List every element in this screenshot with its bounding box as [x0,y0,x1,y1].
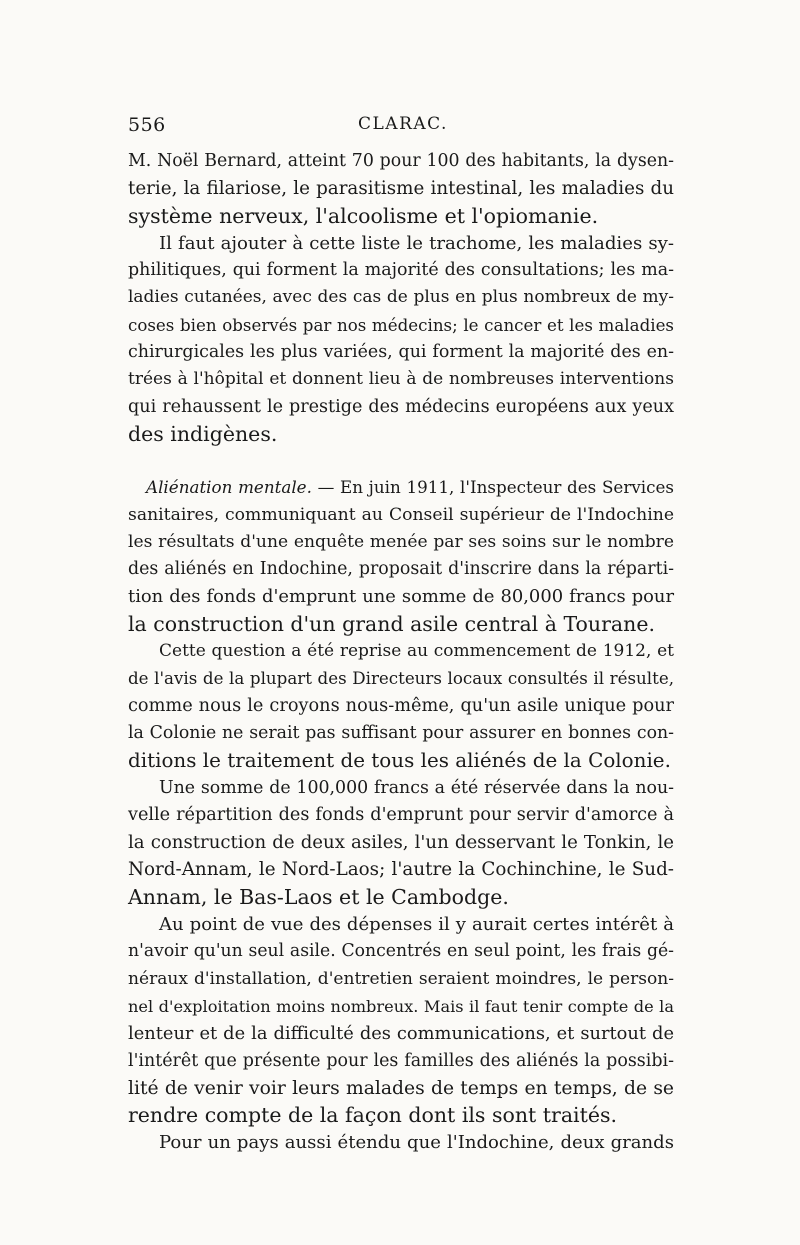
page-number: 556 [128,114,166,136]
text-line: comme nous le croyons nous-même, qu'un asile unique pour [128,695,674,716]
text-line: Pour un pays aussi étendu que l'Indochine, deux grands [159,1132,674,1154]
text-line: Il faut ajouter à cette liste le trachome, les maladies sy- [159,232,674,254]
text-line: sanitaires, communiquant au Conseil supérieur de l'Indochine [128,504,674,525]
running-title: CLARAC. [358,114,448,134]
paragraph [128,775,674,911]
text-line: des indigènes. [128,421,278,446]
text-line: ditions le traitement de tous les aliénés de la Colonie. [128,749,671,773]
text-line: Au point de vue des dépenses il y aurait certes intérêt à [159,914,674,936]
text-line: de l'avis de la plupart des Directeurs locaux consultés il résulte, [128,669,674,689]
text-line: Une somme de 100,000 francs a été réservée dans la nou- [159,777,674,798]
text-line: chirurgicales les plus variées, qui forment la majorité des en- [128,342,674,363]
text-line: des aliénés en Indochine, proposait d'inscrire dans la réparti- [128,559,674,580]
text-line: terie, la filariose, le parasitisme intestinal, les maladies du [128,178,674,200]
text-line: trées à l'hôpital et donnent lieu à de nombreuses interventions [128,369,674,390]
section-lead-text: — En juin 1911, l'Inspecteur des Services [311,477,674,498]
text-line: lenteur et de la difficulté des communications, et surtout de [128,1023,674,1045]
text-line: ladies cutanées, avec des cas de plus en plus nombreux de my- [128,287,674,308]
paragraph [128,1129,674,1156]
text-line: tion des fonds d'emprunt une somme de 80,000 francs pour [128,586,674,608]
text-line: la Colonie ne serait pas suffisant pour assurer en bonnes con- [128,722,674,743]
paragraph [128,638,674,774]
text-line: Annam, le Bas-Laos et le Cambodge. [128,884,509,909]
text-line: la construction de deux asiles, l'un desservant le Tonkin, le [128,832,674,854]
section-paragraph [128,474,674,638]
text-line: Nord-Annam, le Nord-Laos; l'autre la Cochinchine, le Sud- [128,859,674,881]
text-line: coses bien observés par nos médecins; le cancer et les maladies [128,315,674,335]
text-line: M. Noël Bernard, atteint 70 pour 100 des habitants, la dysen- [128,151,674,171]
text-line: la construction d'un grand asile central à Tourane. [128,611,655,636]
text-line: lité de venir voir leurs malades de temps en temps, de se [128,1077,674,1099]
text-line: l'intérêt que présente pour les familles des aliénés la possibi- [128,1050,674,1071]
text-line: système nerveux, l'alcoolisme et l'opiomanie. [128,203,599,228]
paragraph [128,230,674,448]
text-line: rendre compte de la façon dont ils sont traités. [128,1103,618,1128]
section-title: Aliénation mentale. [146,477,312,498]
paragraph [128,148,674,230]
text-line: n'avoir qu'un seul asile. Concentrés en seul point, les frais gé- [128,941,674,962]
body-text [128,148,674,1157]
text-line: velle répartition des fonds d'emprunt pour servir d'amorce à [128,804,674,825]
paragraph [128,911,674,1129]
section-spacer [128,448,674,474]
text-line: philitiques, qui forment la majorité des consultations; les ma- [128,260,674,281]
section-first-line [128,474,674,501]
text-line: Cette question a été reprise au commencement de 1912, et [159,641,674,662]
text-line: néraux d'installation, d'entretien seraient moindres, le person- [128,968,674,989]
text-line: qui rehaussent le prestige des médecins européens aux yeux [128,396,674,417]
text-line: nel d'exploitation moins nombreux. Mais il faut tenir compte de la [128,996,674,1016]
text-line: les résultats d'une enquête menée par ses soins sur le nombre [128,531,674,552]
running-head [128,114,672,140]
